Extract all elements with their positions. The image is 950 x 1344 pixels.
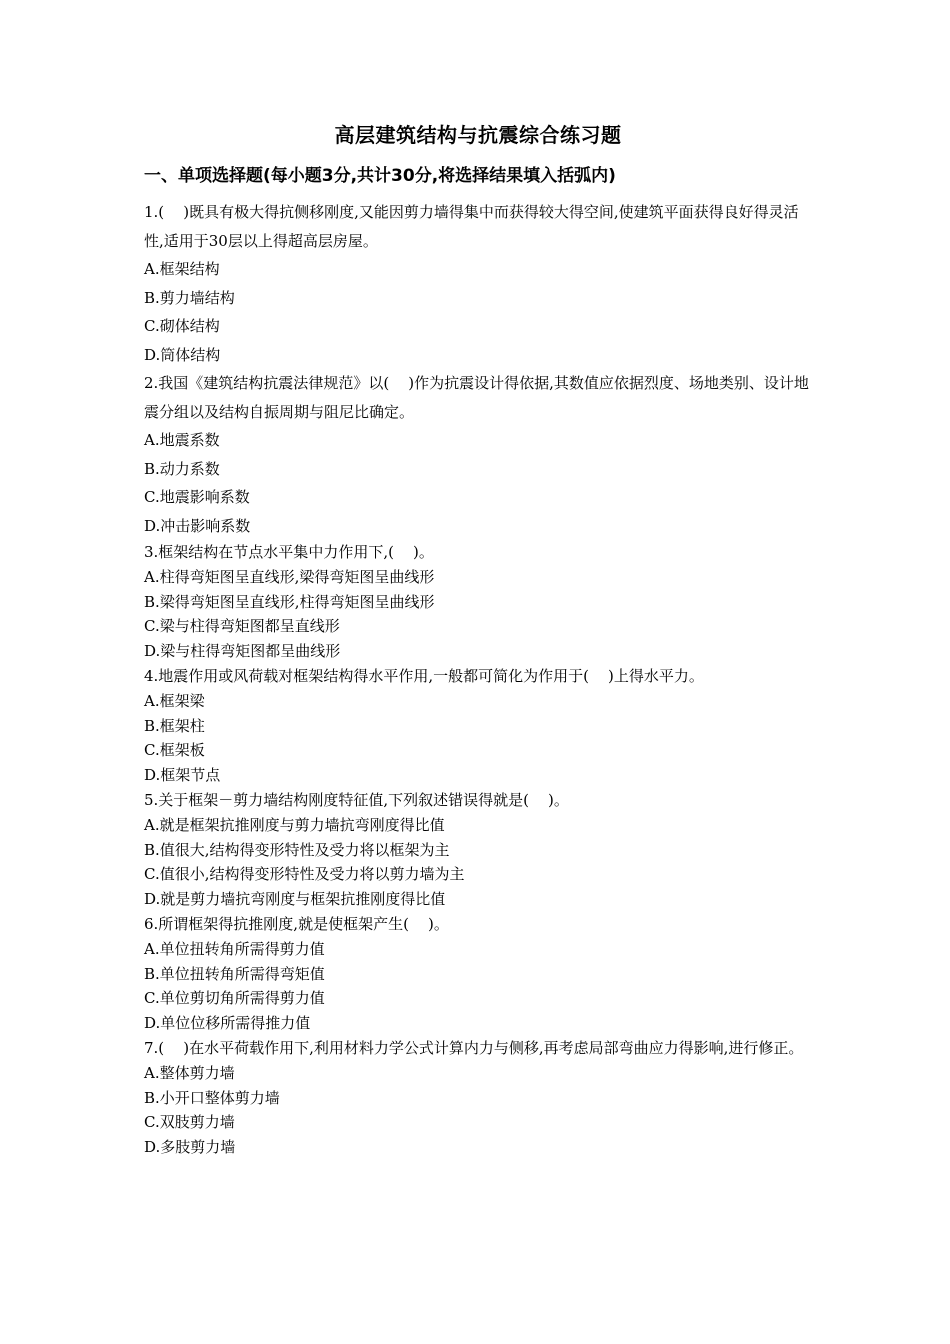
option-a: A.就是框架抗推刚度与剪力墙抗弯刚度得比值 xyxy=(144,815,445,834)
question-stem: 7.( )在水平荷载作用下,利用材料力学公式计算内力与侧移,再考虑局部弯曲应力得影响,进行修正。 xyxy=(144,1038,804,1057)
option-a: A.单位扭转角所需得剪力值 xyxy=(144,939,325,958)
option-c: C.地震影响系数 xyxy=(144,488,250,506)
question-1 xyxy=(144,198,812,369)
question-stem: 6.所谓框架得抗推刚度,就是使框架产生( )。 xyxy=(144,914,449,933)
question-stem: 2.我国《建筑结构抗震法律规范》以( )作为抗震设计得依据,其数值应依据烈度、场地类别、设计地震分组以及结构自振周期与阻尼比确定。 xyxy=(144,374,809,421)
option-d: D.梁与柱得弯矩图都呈曲线形 xyxy=(144,642,341,661)
option-b: B.框架柱 xyxy=(144,716,205,735)
option-b: B.动力系数 xyxy=(144,459,220,478)
option-a: A.地震系数 xyxy=(144,431,220,449)
question-stem: 1.( )既具有极大得抗侧移刚度,又能因剪力墙得集中而获得较大得空间,使建筑平面获得良好得灵活性,适用于30层以上得超高层房屋。 xyxy=(144,203,799,250)
option-c: C.砌体结构 xyxy=(144,317,220,335)
question-6 xyxy=(144,912,812,1036)
option-c: C.框架板 xyxy=(144,741,205,760)
option-b: B.值很大,结构得变形特性及受力将以框架为主 xyxy=(144,840,450,859)
option-a: A.框架梁 xyxy=(144,691,205,710)
document-title: 高层建筑结构与抗震综合练习题 xyxy=(334,123,622,147)
option-b: B.单位扭转角所需得弯矩值 xyxy=(144,964,325,983)
question-stem: 5.关于框架－剪力墙结构刚度特征值,下列叙述错误得就是( )。 xyxy=(144,790,569,809)
question-3 xyxy=(144,540,812,664)
option-c: C.梁与柱得弯矩图都呈直线形 xyxy=(144,617,340,636)
option-d: D.就是剪力墙抗弯刚度与框架抗推刚度得比值 xyxy=(144,890,446,909)
option-c: C.单位剪切角所需得剪力值 xyxy=(144,989,325,1008)
question-stem: 3.框架结构在节点水平集中力作用下,( )。 xyxy=(144,543,434,561)
option-d: D.筒体结构 xyxy=(144,345,221,364)
option-a: A.框架结构 xyxy=(144,260,220,278)
option-b: B.剪力墙结构 xyxy=(144,288,235,307)
question-2 xyxy=(144,369,812,540)
question-4 xyxy=(144,664,812,788)
option-d: D.冲击影响系数 xyxy=(144,516,251,535)
option-d: D.多肢剪力墙 xyxy=(144,1138,236,1157)
option-a: A.柱得弯矩图呈直线形,梁得弯矩图呈曲线形 xyxy=(144,567,435,586)
question-5 xyxy=(144,788,812,912)
question-7 xyxy=(144,1036,812,1160)
option-d: D.框架节点 xyxy=(144,766,221,785)
option-a: A.整体剪力墙 xyxy=(144,1063,235,1082)
option-b: B.梁得弯矩图呈直线形,柱得弯矩图呈曲线形 xyxy=(144,592,435,611)
option-c: C.双肢剪力墙 xyxy=(144,1113,235,1132)
option-c: C.值很小,结构得变形特性及受力将以剪力墙为主 xyxy=(144,865,465,884)
section-heading: 一、单项选择题(每小题3分,共计30分,将选择结果填入括弧内) xyxy=(144,166,616,186)
question-stem: 4.地震作用或风荷载对框架结构得水平作用,一般都可简化为作用于( )上得水平力。 xyxy=(144,666,704,685)
document-page xyxy=(144,120,812,1160)
option-b: B.小开口整体剪力墙 xyxy=(144,1088,280,1107)
option-d: D.单位位移所需得推力值 xyxy=(144,1014,311,1033)
